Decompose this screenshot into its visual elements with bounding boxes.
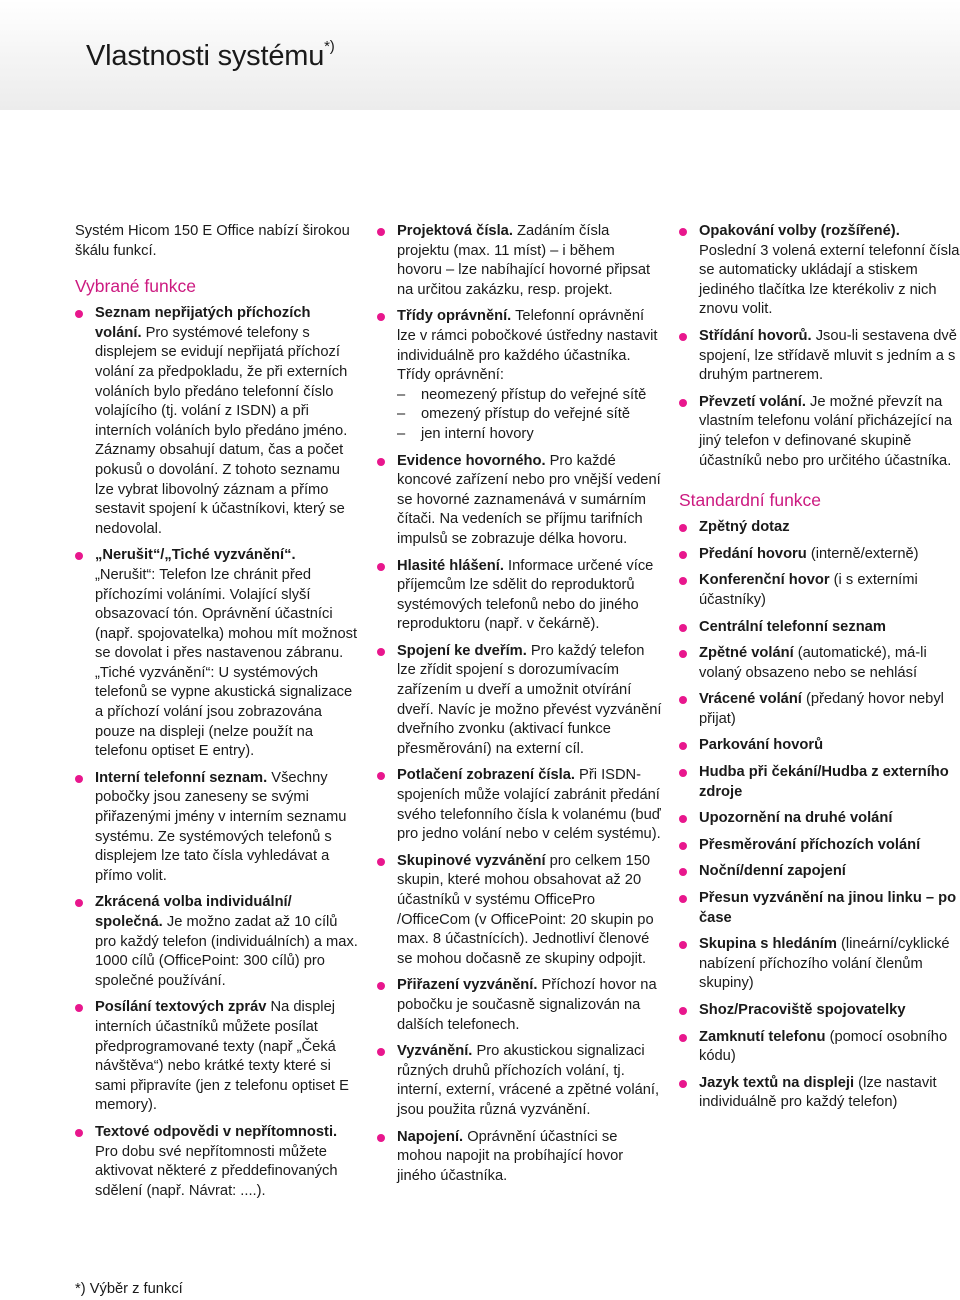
feature-term: Shoz/Pracoviště spojovatelky (699, 1002, 906, 1018)
feature-description: Všechny pobočky jsou zaneseny se svými přiřazenými jmény v interním seznamu systému. Ze systémových telefonů s displejem lze tato čísla vyhledávat a přímo volit. (95, 769, 347, 884)
feature-description: Příchozí hovor na pobočku je současně signalizován na dalších telefonech. (397, 977, 657, 1033)
feature-term: Spojení ke dveřím. (397, 642, 527, 659)
feature-term: Noční/denní zapojení (699, 863, 846, 880)
feature-description: (interně/externě) (806, 545, 919, 562)
feature-list-3 (679, 222, 960, 471)
bullet-icon (679, 399, 687, 407)
feature-term: Přesun vyzvánění na jinou linku – po čase (699, 890, 957, 926)
feature-item (75, 1123, 360, 1201)
feature-item (679, 571, 960, 610)
feature-term: Textové odpovědi v nepřítomnosti. (95, 1123, 338, 1140)
feature-item (679, 327, 960, 386)
feature-description: Zadáním čísla projektu (max. 11 míst) – i během hovoru – lze nabíhající hovorné připsat na určitou zakázku, resp. projekt. (397, 223, 651, 298)
bullet-icon (377, 982, 385, 990)
dash-list (397, 386, 662, 445)
feature-paragraph: „Nerušit“: Telefon lze chránit před příchozími voláními. Volající slyší obsazovací tón. Oprávnění účastníci (např. spojovatelka) mohou mít možnost se dovolat i přes nastavenou zábranu. (95, 566, 358, 662)
feature-description: (lze nastavit individuálně pro každý telefon) (699, 1074, 937, 1111)
bullet-icon (679, 941, 687, 949)
feature-item (75, 304, 360, 539)
dash-item (397, 425, 662, 445)
feature-item (679, 935, 960, 994)
feature-description: Pro dobu své nepřítomnosti můžete aktivovat některé z předdefinovaných sdělení (např. Návrat: ....). (95, 1143, 338, 1199)
feature-item (679, 518, 960, 538)
bullet-icon (75, 775, 83, 783)
feature-list-1 (75, 304, 360, 1201)
bullet-icon (75, 1129, 83, 1137)
feature-item (75, 769, 360, 887)
page-title-text: Vlastnosti systému (86, 40, 325, 72)
feature-term: Vrácené volání (699, 691, 802, 708)
feature-description: (pomocí osobního kódu) (699, 1028, 948, 1065)
feature-description: Pro systémové telefony s displejem se evidují nepřijatá příchozí volání za předpokladu, že při externích voláních bylo předáno telefonní číslo volajícího (tj. volání z ISDN) a při interních voláních bylo předáno jméno. Záznamy obsahují datum, čas a počet pokusů o dovolání. Z tohoto seznamu lze vybrat libovolný záznam a přímo sestavit spojení k účastníkovi, který se nedovolal. (95, 324, 348, 537)
footnote-mark: *) (324, 38, 335, 55)
feature-term: Přiřazení vyzvánění. (397, 977, 538, 994)
feature-item (679, 1001, 960, 1021)
feature-item (377, 1042, 662, 1120)
feature-term: Zkrácená volba individuální/ společná. (95, 894, 292, 930)
feature-term: Seznam nepřijatých příchozích volání. (95, 305, 311, 341)
section-heading-standard: Standardní funkce (679, 490, 822, 511)
feature-item (377, 222, 662, 300)
dash-text: omezený přístup do veřejné sítě (421, 406, 631, 423)
feature-description: pro celkem 150 skupin, které mohou obsahovat až 20 účastníků v systému OfficePro /OfficeCom (v OfficePoint: 20 skupin po max. 8 účastnících). Jednotliví členové se mohou dočasně ze skupiny odpojit. (397, 852, 654, 967)
feature-item (377, 307, 662, 444)
feature-term: Skupinové vyzvánění (397, 852, 546, 869)
feature-description: Je možno zadat až 10 cílů pro každý telefon (individuálních) a max. 1000 cílů (OfficePoint: 300 cílů) pro společné používání. (95, 914, 358, 989)
bullet-icon (679, 1080, 687, 1088)
feature-term: Jazyk textů na displeji (699, 1074, 855, 1091)
feature-item (679, 809, 960, 829)
dash-icon: – (397, 406, 406, 423)
feature-description: Oprávnění účastníci se mohou napojit na probíhající hovor jiného účastníka. (397, 1128, 624, 1184)
page-title (86, 40, 335, 73)
feature-term: Zpětný dotaz (699, 519, 790, 536)
feature-description: Jsou-li sestavena dvě spojení, lze střídavě mluvit s jedním a s druhým partnerem. (699, 327, 957, 384)
feature-term: Přesměrování příchozích volání (699, 836, 921, 853)
feature-term: „Nerušit“/„Tiché vyzvánění“. (95, 547, 296, 564)
feature-term: Projektová čísla. (397, 223, 513, 239)
bullet-icon (75, 1004, 83, 1012)
feature-description: (předaný hovor nebyl přijat) (699, 691, 944, 727)
bullet-icon (679, 624, 687, 632)
dash-icon: – (397, 425, 406, 442)
feature-term: Převzetí volání. (699, 393, 806, 410)
feature-term: Posílání textových zpráv (95, 999, 267, 1016)
bullet-icon (679, 650, 687, 658)
feature-term: Konferenční hovor (699, 572, 830, 589)
feature-description: Telefonní oprávnění lze v rámci pobočkové ústředny nastavit individuálně pro každého účastníka. Třídy oprávnění: (397, 308, 658, 384)
feature-description: (i s externími účastníky) (699, 572, 918, 608)
feature-description: Je možné převzít na vlastním telefonu volání přicházející na jiný telefon v definované skupině účastníků nebo pro určitého účastníka. (699, 393, 953, 469)
feature-description: Pro každé koncové zařízení nebo pro vnější vedení se hovorné zaznamenává v sumárním čítači. Na vedeních se příjmu tarifních impulsů se zobrazuje délka hovoru. (397, 452, 661, 547)
feature-term: Zpětné volání (699, 645, 794, 662)
bullet-icon (377, 858, 385, 866)
feature-item (75, 546, 360, 762)
feature-item (377, 852, 662, 970)
bullet-icon (377, 313, 385, 321)
feature-item (679, 862, 960, 882)
feature-term: Zamknutí telefonu (699, 1028, 826, 1045)
bullet-icon (75, 552, 83, 560)
dash-text: jen interní hovory (421, 425, 534, 442)
feature-item (679, 736, 960, 756)
bullet-icon (679, 577, 687, 585)
standard-feature-list (679, 518, 960, 1113)
feature-description: (automatické), má-li volaný obsazeno nebo se nehlásí (699, 645, 927, 681)
column-1 (75, 222, 360, 1208)
feature-item (679, 393, 960, 471)
feature-term: Skupina s hledáním (699, 936, 837, 953)
bullet-icon (377, 648, 385, 656)
feature-item (679, 618, 960, 638)
dash-icon: – (397, 386, 406, 403)
footnote: *) Výběr z funkcí (75, 1281, 183, 1297)
feature-item (75, 998, 360, 1116)
section-heading-selected: Vybrané funkce (75, 276, 196, 297)
bullet-icon (679, 524, 687, 532)
feature-term: Vyzvánění. (397, 1043, 473, 1060)
dash-item (397, 386, 662, 406)
feature-description: Pro každý telefon lze zřídit spojení s dorozumívacím zařízením u dveří a umožnit otvírání dveří. Navíc je možno převést vyzvánění dveřního zvonku (aktivací funkce přesměrování) na externí cíl. (397, 642, 662, 757)
feature-term: Třídy oprávnění. (397, 308, 512, 325)
feature-description: (lineární/cyklické nabízení příchozího volání členům skupiny) (699, 936, 950, 992)
intro-text: Systém Hicom 150 E Office nabízí širokou škálu funkcí. (75, 223, 350, 259)
bullet-icon (679, 769, 687, 777)
feature-description: Na displej interních účastníků můžete posílat předprogramované texty (např „Čeká návštěva“) nebo krátké texty které si sami připravíte (jen z telefonu optiset E memory). (95, 999, 349, 1114)
feature-paragraph: „Tiché vyzvánění“: U systémových telefonů se vypne akustická signalizace a příchozí volání jsou zobrazována pouze na displeji (nelze použít na telefonu optiset E entry). (95, 664, 353, 760)
feature-item (75, 893, 360, 991)
feature-description: Pro akustickou signalizaci různých druhů příchozích volání, tj. interní, externí, vrácené a zpětné volání, jsou použita různá vyzvánění. (397, 1043, 660, 1118)
feature-item (377, 642, 662, 760)
feature-description: Poslední 3 volená externí telefonní čísla se automaticky ukládají a stiskem jediného tlačítka lze kterékoliv z nich znovu volit. (699, 242, 960, 318)
feature-term: Hudba při čekání/Hudba z externího zdroje (699, 764, 949, 800)
bullet-icon (679, 868, 687, 876)
bullet-icon (377, 772, 385, 780)
feature-term: Evidence hovorného. (397, 452, 546, 469)
bullet-icon (377, 1134, 385, 1142)
feature-term: Parkování hovorů (699, 737, 824, 754)
column-2 (377, 222, 662, 1193)
bullet-icon (679, 1007, 687, 1015)
bullet-icon (679, 551, 687, 559)
feature-term: Potlačení zobrazení čísla. (397, 767, 575, 784)
feature-list-2 (377, 222, 662, 1186)
feature-item (679, 763, 960, 802)
feature-item (377, 766, 662, 844)
column-3 (679, 222, 960, 1120)
dash-item (397, 405, 662, 425)
feature-item (377, 976, 662, 1035)
bullet-icon (679, 333, 687, 341)
feature-description: Informace určené více příjemcům lze sdělit do reproduktorů systémových telefonů nebo do jiného reproduktoru (např. v čekárně). (397, 557, 654, 633)
bullet-icon (377, 228, 385, 236)
feature-item (679, 222, 960, 320)
bullet-icon (679, 1034, 687, 1042)
feature-term: Upozornění na druhé volání (699, 810, 893, 827)
feature-item (679, 1028, 960, 1067)
feature-item (679, 836, 960, 856)
feature-item (679, 889, 960, 928)
feature-item (377, 557, 662, 635)
dash-text: neomezený přístup do veřejné sítě (421, 386, 647, 403)
bullet-icon (679, 815, 687, 823)
bullet-icon (377, 1048, 385, 1056)
feature-item (679, 1074, 960, 1113)
bullet-icon (679, 842, 687, 850)
feature-term: Střídání hovorů. (699, 327, 812, 344)
feature-item (679, 545, 960, 565)
feature-term: Interní telefonní seznam. (95, 769, 268, 786)
feature-term: Hlasité hlášení. (397, 557, 504, 574)
bullet-icon (679, 696, 687, 704)
feature-description: Při ISDN-spojeních může volající zabránit předání svého telefonního čísla k volanému (buď pro jedno volání nebo v celém systému). (397, 767, 661, 843)
feature-term: Centrální telefonní seznam (699, 618, 886, 635)
bullet-icon (679, 895, 687, 903)
bullet-icon (679, 228, 687, 236)
feature-item (679, 644, 960, 683)
bullet-icon (75, 899, 83, 907)
feature-term: Opakování volby (rozšířené). (699, 223, 900, 239)
feature-term: Napojení. (397, 1128, 464, 1145)
bullet-icon (679, 742, 687, 750)
feature-item (377, 452, 662, 550)
feature-term: Předání hovoru (699, 545, 807, 562)
feature-item (679, 690, 960, 729)
feature-item (377, 1128, 662, 1187)
bullet-icon (377, 563, 385, 571)
bullet-icon (377, 458, 385, 466)
bullet-icon (75, 310, 83, 318)
